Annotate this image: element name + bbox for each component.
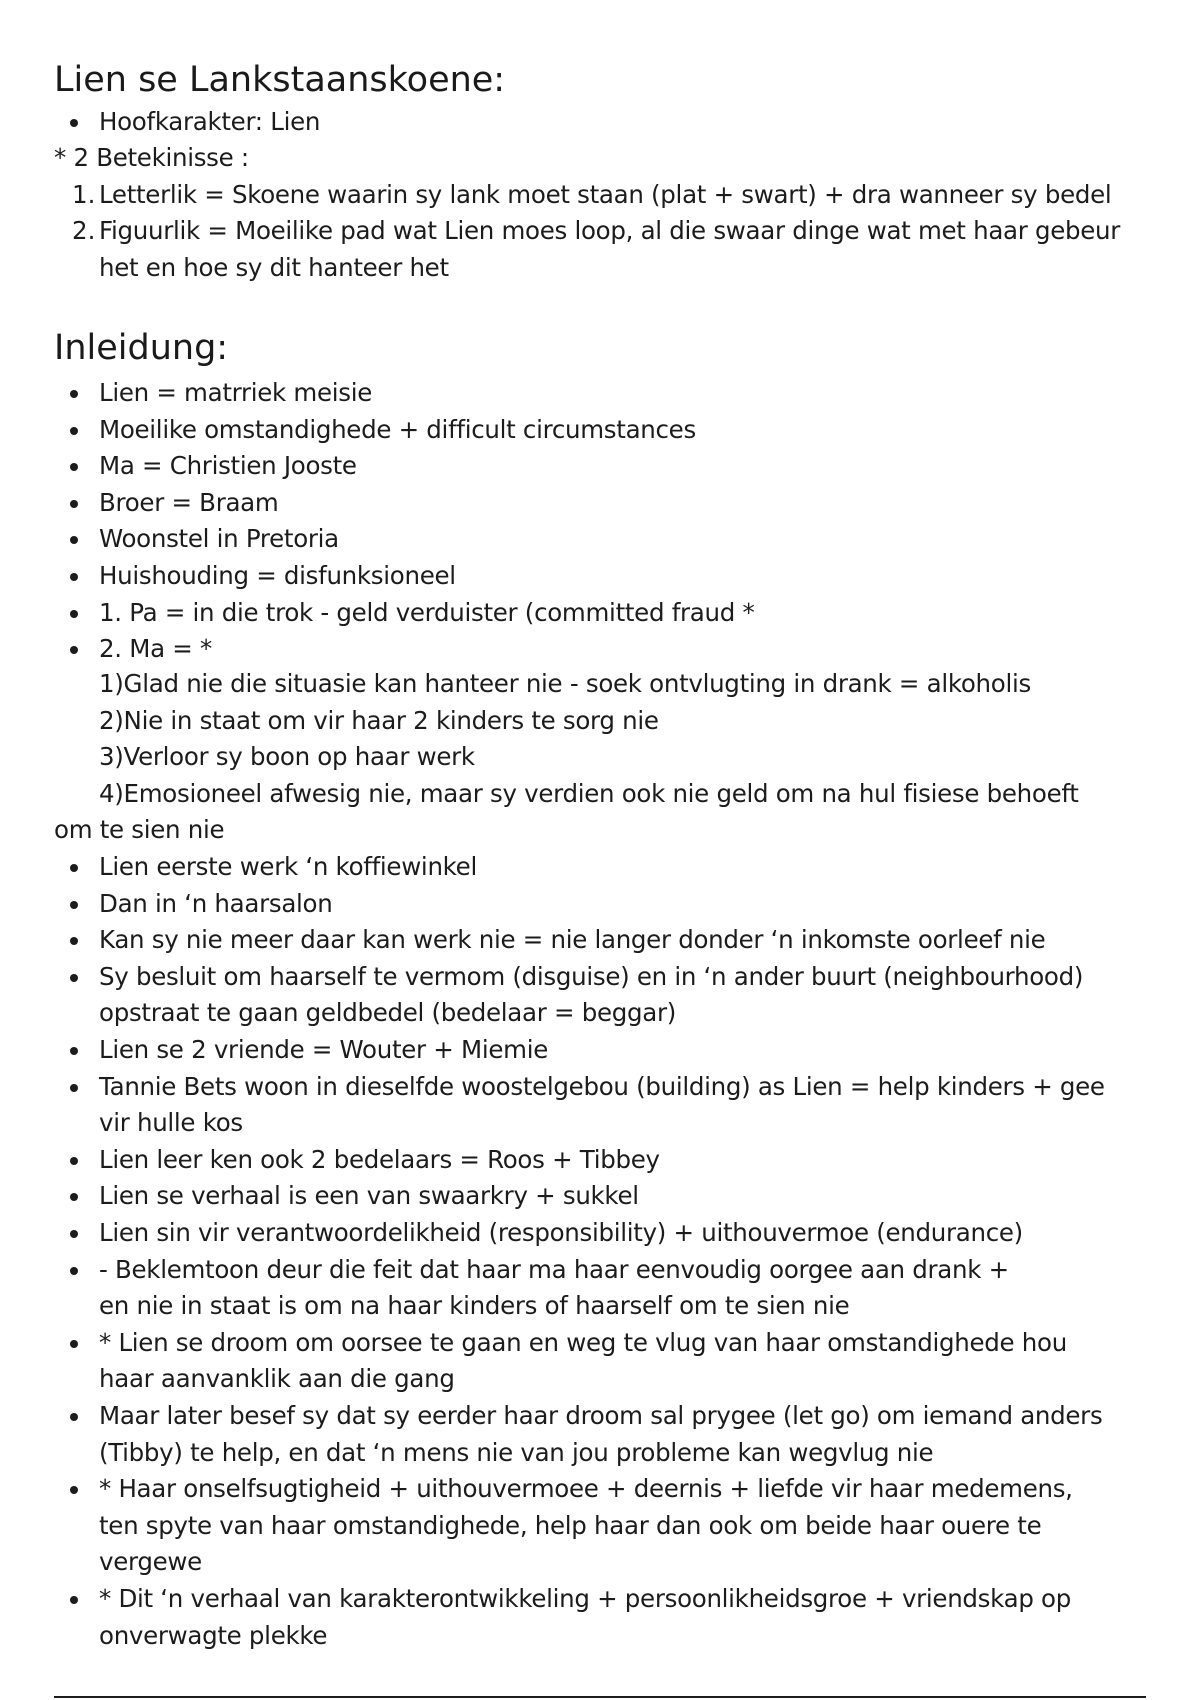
bullet-dot bbox=[70, 1340, 78, 1348]
list-item: Lien se 2 vriende = Wouter + Miemie bbox=[99, 1035, 548, 1064]
bullet-dot bbox=[70, 864, 78, 872]
list-item: Ma = Christien Jooste bbox=[99, 451, 357, 481]
list-item: Lien eerste werk ‘n koffiewinkel bbox=[99, 852, 477, 881]
meanings-note: * 2 Betekinisse : bbox=[54, 143, 249, 172]
bullet-dot bbox=[70, 901, 78, 909]
bullet-dot bbox=[70, 646, 78, 654]
list-item: 2. Ma = * bbox=[99, 634, 212, 664]
bullet-dot bbox=[70, 500, 78, 508]
bullet-dot bbox=[70, 573, 78, 581]
list-item: Huishouding = disfunksioneel bbox=[99, 561, 456, 590]
bullet-dot bbox=[70, 1267, 78, 1275]
list-item: Moeilike omstandighede + difficult circumstances bbox=[99, 414, 696, 444]
list-item: Sy besluit om haarself te vermom (disguise) en in ‘n ander buurt (neighbourhood) bbox=[99, 961, 1084, 991]
list-item-continued: vir hulle kos bbox=[99, 1108, 243, 1138]
meaning-literal: Letterlik = Skoene waarin sy lank moet staan (plat + swart) + dra wanneer sy bedel bbox=[99, 180, 1112, 209]
ma-point-overflow: om te sien nie bbox=[54, 815, 225, 844]
list-item-continued: opstraat te gaan geldbedel (bedelaar = beggar) bbox=[99, 998, 676, 1028]
meaning-figurative: Figuurlik = Moeilike pad wat Lien moes loop, al die swaar dinge wat met haar gebeur bbox=[99, 216, 1121, 245]
section-title-lankstaanskoene: Lien se Lankstaanskoene: bbox=[54, 60, 506, 100]
list-item: Kan sy nie meer daar kan werk nie = nie langer donder ‘n inkomste oorleef nie bbox=[99, 925, 1046, 955]
list-item: Maar later besef sy dat sy eerder haar droom sal prygee (let go) om iemand anders bbox=[99, 1401, 1103, 1430]
list-item: Lien = matrriek meisie bbox=[99, 378, 373, 407]
list-item: 1. Pa = in die trok - geld verduister (committed fraud * bbox=[99, 597, 755, 627]
bullet-dot bbox=[70, 119, 78, 127]
list-item: Lien sin vir verantwoordelikheid (responsibility) + uithouvermoe (endurance) bbox=[99, 1218, 1023, 1247]
list-item-continued: ten spyte van haar omstandighede, help haar dan ook om beide haar ouere te bbox=[99, 1510, 1042, 1540]
list-item-continued: vergewe bbox=[99, 1547, 202, 1577]
list-item: - Beklemtoon deur die feit dat haar ma haar eenvoudig oorgee aan drank + bbox=[99, 1254, 1009, 1284]
bullet-dot bbox=[70, 1084, 78, 1092]
bullet-dot bbox=[70, 390, 78, 398]
list-item: Dan in ‘n haarsalon bbox=[99, 888, 333, 918]
list-item: Broer = Braam bbox=[99, 487, 279, 517]
section-title-inleidung: Inleidung: bbox=[54, 328, 229, 368]
list-item-continued: onverwagte plekke bbox=[99, 1620, 328, 1650]
ma-point: 4)Emosioneel afwesig nie, maar sy verdien ook nie geld om na hul fisiese behoeft bbox=[99, 779, 1079, 808]
bullet-dot bbox=[70, 1157, 78, 1165]
bullet-dot bbox=[70, 937, 78, 945]
bullet-dot bbox=[70, 974, 78, 982]
list-item: Lien se verhaal is een van swaarkry + sukkel bbox=[99, 1181, 639, 1211]
bullet-dot bbox=[70, 536, 78, 544]
list-item: * Lien se droom om oorsee te gaan en weg te vlug van haar omstandighede hou bbox=[99, 1327, 1067, 1357]
bottom-divider bbox=[54, 1696, 1146, 1698]
bullet-dot bbox=[70, 1193, 78, 1201]
meaning-number: 2. bbox=[72, 216, 96, 245]
ma-point: 1)Glad nie die situasie kan hanteer nie - soek ontvlugting in drank = alkoholis bbox=[99, 669, 1031, 698]
list-item: Lien leer ken ook 2 bedelaars = Roos + Tibbey bbox=[99, 1144, 660, 1174]
bullet-dot bbox=[70, 427, 78, 435]
meaning-number: 1. bbox=[72, 180, 96, 209]
bullet-dot bbox=[70, 463, 78, 471]
main-character-line: Hoofkarakter: Lien bbox=[99, 107, 321, 136]
bullet-dot bbox=[70, 1596, 78, 1604]
meaning-figurative-continued: het en hoe sy dit hanteer het bbox=[99, 253, 449, 282]
bullet-dot bbox=[70, 1047, 78, 1055]
list-item: * Dit ‘n verhaal van karakterontwikkeling + persoonlikheidsgroe + vriendskap op bbox=[99, 1584, 1071, 1613]
list-item: Woonstel in Pretoria bbox=[99, 524, 339, 554]
bullet-dot bbox=[70, 1413, 78, 1421]
list-item: * Haar onselfsugtigheid + uithouvermoee + deernis + liefde vir haar medemens, bbox=[99, 1474, 1073, 1504]
list-item-continued: en nie in staat is om na haar kinders of haarself om te sien nie bbox=[99, 1291, 850, 1321]
list-item-continued: (Tibby) te help, en dat ‘n mens nie van jou probleme kan wegvlug nie bbox=[99, 1437, 934, 1467]
list-item: Tannie Bets woon in dieselfde woostelgebou (building) as Lien = help kinders + gee bbox=[99, 1071, 1105, 1101]
list-item-continued: haar aanvanklik aan die gang bbox=[99, 1364, 455, 1394]
bullet-dot bbox=[70, 1486, 78, 1494]
bullet-dot bbox=[70, 1230, 78, 1238]
bullet-dot bbox=[70, 610, 78, 618]
ma-point: 3)Verloor sy boon op haar werk bbox=[99, 742, 475, 771]
ma-point: 2)Nie in staat om vir haar 2 kinders te sorg nie bbox=[99, 706, 659, 735]
